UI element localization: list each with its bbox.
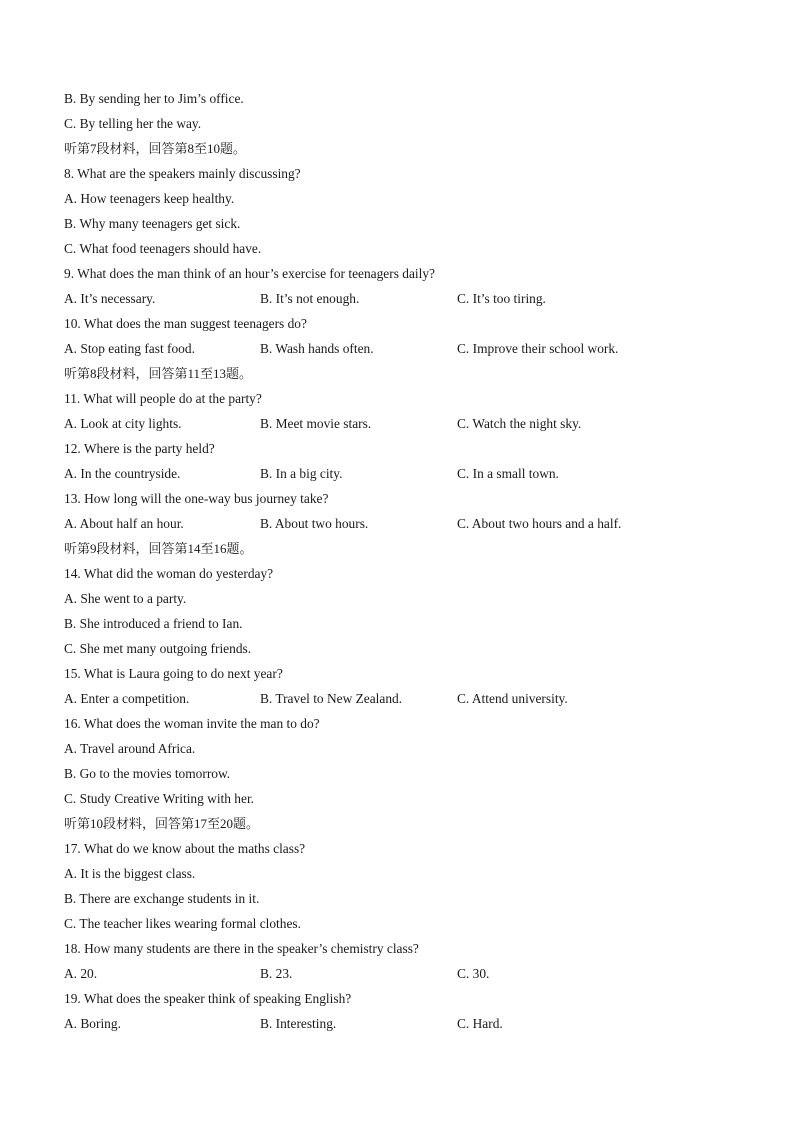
option-line <box>64 914 764 939</box>
question <box>64 939 764 964</box>
question <box>64 564 764 589</box>
option-line <box>64 889 764 914</box>
option-line <box>64 189 764 214</box>
question-text: 17. What do we know about the maths class? <box>64 841 306 856</box>
question-text: 19. What does the speaker think of speaking English? <box>64 991 352 1006</box>
option-row <box>64 289 764 314</box>
option-row <box>64 514 764 539</box>
option-row <box>64 464 764 489</box>
section-instruction <box>64 364 764 389</box>
option-text: B. Why many teenagers get sick. <box>64 216 241 231</box>
option-text: A. Boring. <box>64 1016 121 1031</box>
question-text: 13. How long will the one-way bus journey take? <box>64 491 329 506</box>
option-line <box>64 614 764 639</box>
option-text: C. It’s too tiring. <box>457 291 546 306</box>
option-text: B. Wash hands often. <box>260 341 374 356</box>
question-text: 15. What is Laura going to do next year? <box>64 666 283 681</box>
question-text: 12. Where is the party held? <box>64 441 215 456</box>
note-text: 听第7段材料，回答第8至10题。 <box>64 141 247 156</box>
option-text: C. She met many outgoing friends. <box>64 641 252 656</box>
option-line <box>64 789 764 814</box>
option-text: B. She introduced a friend to Ian. <box>64 616 243 631</box>
question <box>64 989 764 1014</box>
option-line <box>64 864 764 889</box>
question <box>64 389 764 414</box>
option-text: B. Meet movie stars. <box>260 416 372 431</box>
option-text: A. Stop eating fast food. <box>64 341 195 356</box>
option-text: A. In the countryside. <box>64 466 181 481</box>
option-text: A. Travel around Africa. <box>64 741 196 756</box>
option-text: B. Interesting. <box>260 1016 337 1031</box>
question-text: 10. What does the man suggest teenagers do? <box>64 316 307 331</box>
option-text: A. About half an hour. <box>64 516 184 531</box>
option-text: B. It’s not enough. <box>260 291 360 306</box>
option-line <box>64 89 764 114</box>
option-text: C. Watch the night sky. <box>457 416 582 431</box>
option-text: C. 30. <box>457 966 490 981</box>
section-instruction <box>64 814 764 839</box>
section-instruction <box>64 539 764 564</box>
option-text: B. About two hours. <box>260 516 369 531</box>
option-row <box>64 689 764 714</box>
note-text: 听第8段材料，回答第11至13题。 <box>64 366 253 381</box>
option-text: C. About two hours and a half. <box>457 516 622 531</box>
option-text: C. Attend university. <box>457 691 568 706</box>
question-text: 11. What will people do at the party? <box>64 391 262 406</box>
option-text: B. Travel to New Zealand. <box>260 691 403 706</box>
option-text: B. In a big city. <box>260 466 343 481</box>
question <box>64 664 764 689</box>
option-text: A. How teenagers keep healthy. <box>64 191 235 206</box>
option-line <box>64 114 764 139</box>
option-text: C. Study Creative Writing with her. <box>64 791 255 806</box>
option-text: C. The teacher likes wearing formal clothes. <box>64 916 301 931</box>
option-text: A. She went to a party. <box>64 591 187 606</box>
question-text: 14. What did the woman do yesterday? <box>64 566 274 581</box>
option-line <box>64 589 764 614</box>
note-text: 听第10段材料，回答第17至20题。 <box>64 816 260 831</box>
option-text: B. There are exchange students in it. <box>64 891 260 906</box>
option-text: B. 23. <box>260 966 293 981</box>
option-text: A. 20. <box>64 966 98 981</box>
option-text: C. By telling her the way. <box>64 116 202 131</box>
note-text: 听第9段材料，回答第14至16题。 <box>64 541 253 556</box>
option-text: A. It is the biggest class. <box>64 866 196 881</box>
option-text: A. Look at city lights. <box>64 416 182 431</box>
section-instruction <box>64 139 764 164</box>
question <box>64 489 764 514</box>
option-line <box>64 739 764 764</box>
question <box>64 314 764 339</box>
question <box>64 164 764 189</box>
option-line <box>64 239 764 264</box>
question-list <box>64 89 764 1039</box>
question-text: 18. How many students are there in the speaker’s chemistry class? <box>64 941 419 956</box>
option-row <box>64 1014 764 1039</box>
question-text: 16. What does the woman invite the man to do? <box>64 716 320 731</box>
option-text: B. By sending her to Jim’s office. <box>64 91 244 106</box>
option-text: C. What food teenagers should have. <box>64 241 262 256</box>
option-text: B. Go to the movies tomorrow. <box>64 766 231 781</box>
question-text: 9. What does the man think of an hour’s exercise for teenagers daily? <box>64 266 435 281</box>
option-row <box>64 339 764 364</box>
option-line <box>64 764 764 789</box>
option-text: C. In a small town. <box>457 466 559 481</box>
question-text: 8. What are the speakers mainly discussing? <box>64 166 301 181</box>
option-text: A. It’s necessary. <box>64 291 156 306</box>
option-text: A. Enter a competition. <box>64 691 190 706</box>
option-row <box>64 414 764 439</box>
option-text: C. Improve their school work. <box>457 341 619 356</box>
question <box>64 264 764 289</box>
option-line <box>64 639 764 664</box>
option-line <box>64 214 764 239</box>
question <box>64 714 764 739</box>
option-row <box>64 964 764 989</box>
question <box>64 839 764 864</box>
option-text: C. Hard. <box>457 1016 503 1031</box>
question <box>64 439 764 464</box>
